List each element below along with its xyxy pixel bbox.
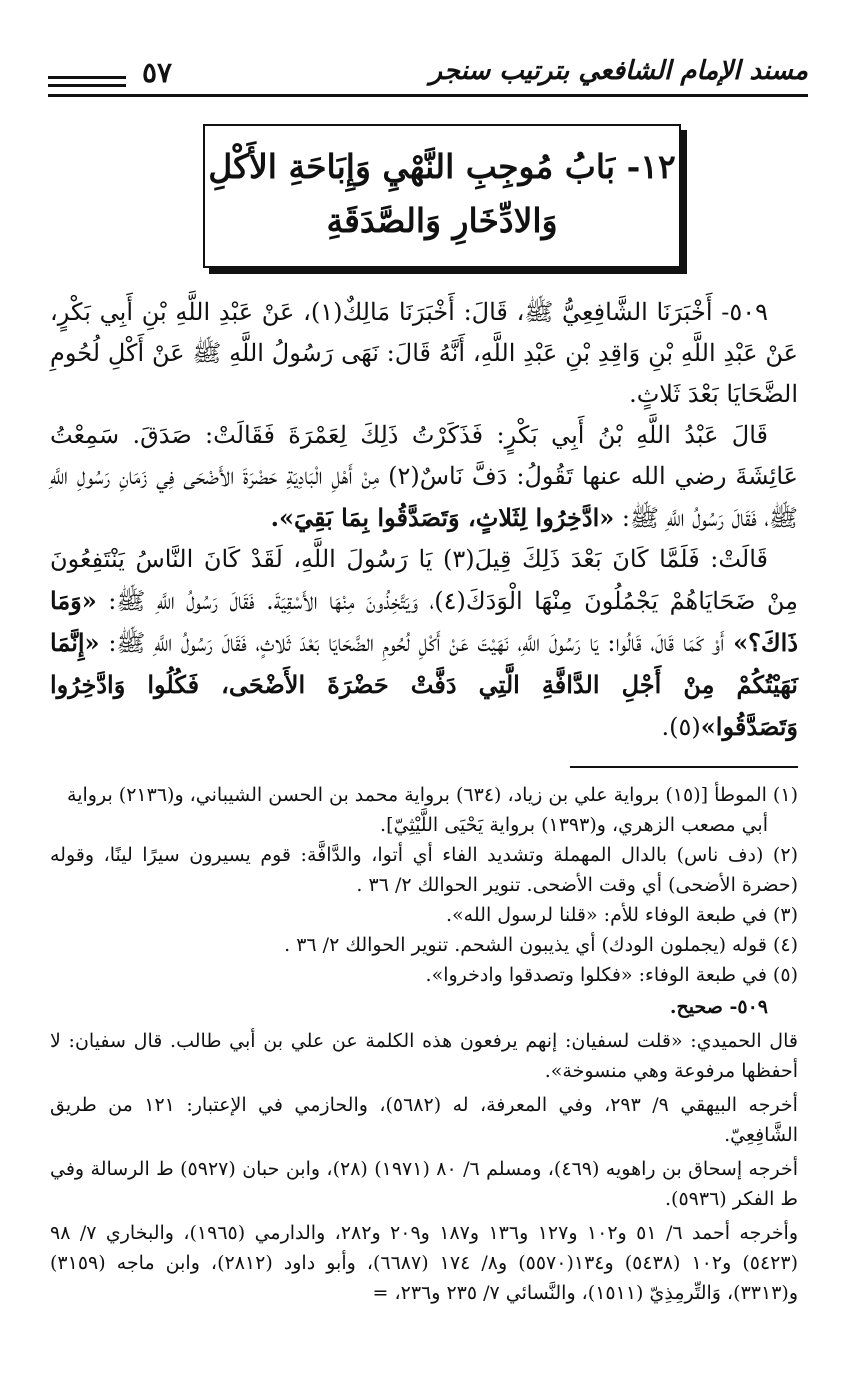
narration-text: قَالَ عَبْدُ اللَّهِ بْنُ أَبِي بَكْرٍ: فَذَكَرْتُ ذَلِكَ لِعَمْرَةَ فَقَالَتْ: صَدَقَ. سَمِعْتُ عَائِشَةَ رضي الله عنها تَقُولُ: دَفَّ نَاسٌ(٢) مِنْ أَهْلِ الْبَادِيَةِ حَضْرَةَ الأَضْحَى فِي زَمَانِ رَسُولِ اللَّهِ ﷺ، فَقَالَ رَسُولُ اللَّهِ ﷺ: — [50, 421, 799, 532]
chapter-title-line-1: ١٢- بَابُ مُوجِبِ النَّهْيِ وَإِبَاحَةِ الأَكْلِ — [208, 147, 676, 186]
prophetic-saying: «وَمَا ذَاكَ؟» — [50, 586, 798, 657]
takhrij-paragraph: قال الحميدي: «قلت لسفيان: إنهم يرفعون هذه الكلمة عن علي بن أبي طالب. قال سفيان: لا أحفظها مرفوعة وهي منسوخة». — [50, 1030, 798, 1082]
footnote: أبي مصعب الزهري، و(١٣٩٣) برواية يَحْيَى اللَّيْثِيّ]. — [380, 814, 768, 836]
running-header — [48, 48, 808, 96]
takhrij-heading: ٥٠٩- صحيح. — [669, 996, 768, 1018]
footnote: (٣) في طبعة الوفاء للأم: «قلنا لرسول الله». — [446, 904, 798, 926]
footnotes-section — [50, 780, 798, 1308]
footnote-marker: (٥). — [661, 713, 701, 741]
prophetic-saying: «ادَّخِرُوا لِثَلاثٍ، وَتَصَدَّقُوا بِمَا بَقِيَ». — [270, 503, 615, 532]
takhrij-paragraph: أخرجه إسحاق بن راهويه (٤٦٩)، ومسلم ٦/ ٨٠ (١٩٧١) (٢٨)، وابن حبان (٥٩٢٧) ط الرسالة وفي ط الفكر (٥٩٣٦). — [50, 1158, 798, 1210]
footnote: (٢) (دف ناس) بالدال المهملة وتشديد الفاء أي أتوا، والدَّافَّة: قوم يسيرون سيرًا لينًا، وقوله (حضرة الأضحى) أي وقت الأضحى. تنوير الحوالك ٢/ ٣٦ . — [50, 844, 798, 896]
takhrij-paragraph: وأخرجه أحمد ٦/ ٥١ و١٠٢ و١٢٧ و١٣٦ و١٨٧ و٢٠٩ و٢٨٢، والدارمي (١٩٦٥)، والبخاري ٧/ ٩٨ (٥٤٢٣) و١٠٢ (٥٤٣٨) و١٣٤(٥٥٧٠) و٨/ ١٧٤ (٦٦٨٧)، وأبو داود (٢٨١٢)، وابن ماجه (٣١٥٩) و(٣٣١٣)، وَالتِّرمِذِيّ (١٥١١)، والنَّسائي ٧/ ٢٣٥ و٢٣٦، = — [50, 1222, 799, 1304]
footnote-separator — [570, 766, 798, 768]
narration-text: أَوْ كَمَا قَالَ، قَالُوا: يَا رَسُولَ اللَّهِ، نَهَيْتَ عَنْ أَكْلِ لُحُومِ الضَّحَايَا بَعْدَ ثَلاثٍ، فَقَالَ رَسُولُ اللَّهِ ﷺ: — [108, 629, 725, 657]
hadith-paragraph — [50, 415, 798, 539]
page-number: ٥٧ — [142, 56, 173, 89]
header-rule — [48, 76, 126, 79]
header-rule — [48, 84, 126, 87]
footnote: (١) الموطأ [(١٥) برواية علي بن زياد، (٦٣٤) برواية محمد بن الحسن الشيباني، و(٢١٣٦) برواية — [67, 784, 798, 806]
hadith-text — [50, 292, 798, 748]
footnote: (٤) قوله (يجملون الودك) أي يذيبون الشحم. تنوير الحوالك ٢/ ٣٦ . — [284, 934, 798, 956]
hadith-paragraph: ٥٠٩- أَخْبَرَنَا الشَّافِعِيُّ ﷺ، قَالَ: أَخْبَرَنَا مَالِكٌ(١)، عَنْ عَبْدِ اللَّهِ بْنِ أَبِي بَكْرٍ، عَنْ عَبْدِ اللَّهِ بْنِ وَاقِدِ بْنِ عَبْدِ اللَّهِ، أَنَّهُ قَالَ: نَهَى رَسُولُ اللَّهِ ﷺ عَنْ أَكْلِ لُحُومِ الضَّحَايَا بَعْدَ ثَلاثٍ. — [50, 298, 798, 408]
narration-text: قَالَتْ: فَلَمَّا كَانَ بَعْدَ ذَلِكَ قِيلَ(٣) يَا رَسُولَ اللَّهِ، لَقَدْ كَانَ النَّاسُ يَنْتَفِعُونَ مِنْ ضَحَايَاهُمْ يَجْمُلُونَ مِنْهَا الْوَدَكَ(٤)، وَيَتَّخِذُونَ مِنْهَا الأَسْقِيَةَ. فَقَالَ رَسُولُ اللَّهِ ﷺ: — [50, 545, 798, 615]
book-title: مسند الإمام الشافعي بترتيب سنجر — [429, 56, 808, 86]
chapter-heading-box — [203, 124, 681, 268]
header-underline — [48, 94, 808, 97]
hadith-paragraph — [50, 539, 798, 748]
prophetic-saying: «إِنَّمَا نَهَيْتُكُمْ مِنْ أَجْلِ الدَّافَّةِ الَّتِي دَفَّتْ حَضْرَةَ الأَضْحَى، فَكُلُوا وَادَّخِرُوا وَتَصَدَّقُوا» — [50, 628, 798, 741]
footnote: (٥) في طبعة الوفاء: «فكلوا وتصدقوا وادخروا». — [425, 964, 798, 986]
takhrij-paragraph: أخرجه البيهقي ٩/ ٢٩٣، وفي المعرفة، له (٥٦٨٢)، والحازمي في الإعتبار: ١٢١ من طريق الشَّافِعِيّ. — [50, 1094, 798, 1146]
chapter-title-line-2: وَالادِّخَارِ وَالصَّدَقَةِ — [326, 201, 558, 240]
